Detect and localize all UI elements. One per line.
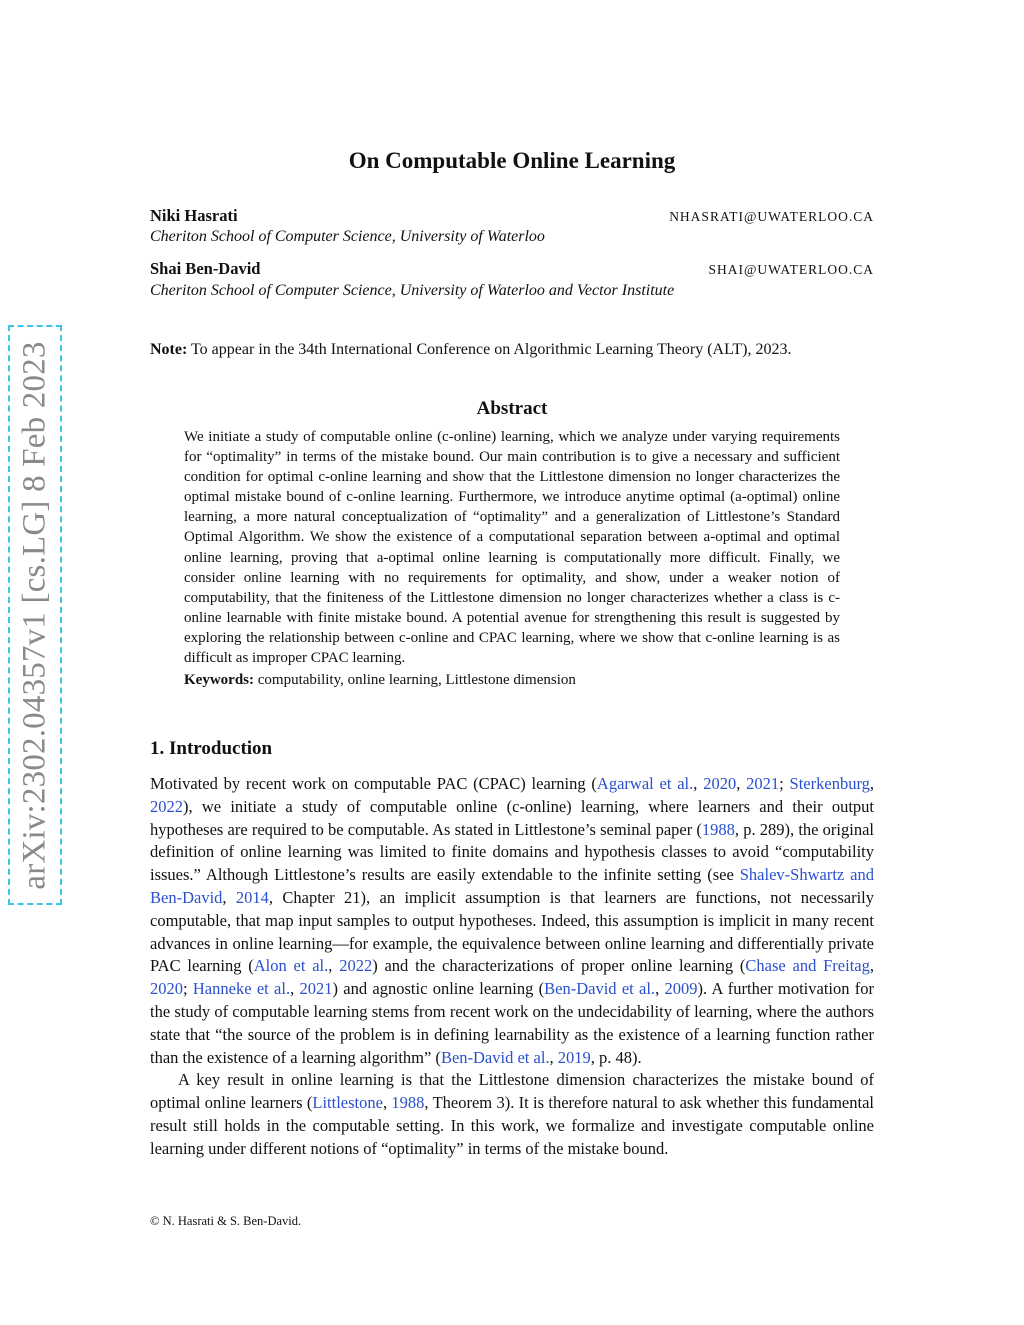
intro-paragraph — [150, 773, 874, 1069]
citation-link[interactable]: Shalev-Shwartz and Ben-David — [150, 865, 875, 907]
copyright-footer: © N. Hasrati & S. Ben-David. — [150, 1214, 302, 1228]
abstract-body — [184, 427, 840, 690]
note-label: Note: — [150, 341, 188, 358]
paragraph-text: , — [328, 956, 340, 976]
citation-link[interactable]: Chase and Freitag — [745, 956, 870, 976]
arxiv-side-stamp — [8, 325, 62, 905]
citation-link[interactable]: 2021 — [746, 774, 780, 793]
paragraph-text: ) and the characterizations of proper online learning ( — [372, 956, 746, 976]
citation-link[interactable]: 2020 — [703, 774, 737, 793]
introduction-body — [150, 773, 874, 1161]
citation-link[interactable]: 1988 — [391, 1093, 425, 1113]
intro-paragraph — [150, 1069, 874, 1160]
paragraph-text: , Chapter 21), an implicit assumption is that learners are functions, not necessarily computable, that map input samples to output hypotheses. Indeed, this assumption is implicit in many recent advances in online learning—for example, the equivalence between online learning and differentially private PAC learning ( — [150, 887, 875, 976]
arxiv-identifier: arXiv:2302.04357v1 [cs.LG] 8 Feb 2023 — [16, 340, 53, 890]
paragraph-text: Motivated by recent work on computable PAC (CPAC) learning ( — [150, 774, 597, 793]
citation-link[interactable]: Littlestone — [312, 1093, 383, 1113]
citation-link[interactable]: 2014 — [235, 887, 269, 907]
paragraph-text: A key result in online learning is that the Littlestone dimension characterizes the mistake bound of optimal online learners ( — [150, 1070, 874, 1113]
keywords-label: Keywords: — [184, 672, 254, 689]
citation-link[interactable]: Ben-David et al. — [440, 1047, 550, 1067]
paragraph-text: ) and agnostic online learning ( — [332, 979, 545, 999]
author-row-1 — [150, 206, 874, 226]
citation-link[interactable]: 2022 — [339, 956, 373, 976]
paragraph-text: , — [736, 774, 747, 793]
abstract-text: We initiate a study of computable online (c-online) learning, which we analyze under varying requirements for “optimality” in terms of the mistake bound. Our main contribution is to give a necessary and sufficient condition for optimal c-online learning and show that the Littlestone dimension no longer characterizes the optimal mistake bound of c-online learning. Furthermore, we introduce anytime optimal (a-optimal) online learning, a more natural conceptualization of “optimality” and a generalization of Littlestone’s Standard Optimal Algorithm. We show the existence of a computational separation between a-optimal and optimal online learning, proving that a-optimal online learning is computationally more difficult. Finally, we consider online learning with no requirements for optimality, and show, under a weaker notion of computability, that the finiteness of the Littlestone dimension no longer characterizes whether a class is c-online learnable with finite mistake bound. A potential avenue for strengthening this result is suggested by exploring the relationship between c-online and CPAC learning, where we show that c-online learning is as difficult as improper CPAC learning. — [184, 429, 840, 667]
paragraph-text: ). A further motivation for the study of computable learning stems from recent work on the undecidability of learning, where the authors state that “the source of the problem is in defining learnability as the existence of a learning function rather than the existence of a learning algorithm” ( — [150, 979, 875, 1067]
author-affiliation: Cheriton School of Computer Science, University of Waterloo — [150, 228, 545, 245]
paragraph-text: ; — [779, 774, 790, 793]
paragraph-text: , — [693, 774, 704, 793]
keywords — [184, 670, 840, 690]
keywords-list: computability, online learning, Littlestone dimension — [254, 672, 576, 689]
author-affiliation: Cheriton School of Computer Science, University of Waterloo and Vector Institute — [150, 282, 675, 299]
note-text: To appear in the 34th International Conference on Algorithmic Learning Theory (ALT), 2023. — [187, 341, 792, 358]
citation-link[interactable]: Agarwal et al. — [596, 774, 694, 793]
author-name: Niki Hasrati — [150, 206, 238, 225]
abstract-heading: Abstract — [476, 398, 548, 419]
paragraph-text: , — [222, 887, 236, 907]
paragraph-text: , — [382, 1093, 392, 1113]
paper-title: On Computable Online Learning — [348, 148, 676, 173]
citation-link[interactable]: Alon et al. — [253, 956, 329, 976]
citation-link[interactable]: 1988 — [701, 819, 735, 839]
citation-link[interactable]: Sterkenburg — [789, 774, 870, 793]
author-row-2 — [150, 259, 874, 279]
paragraph-text: , — [290, 979, 300, 999]
paragraph-text: , — [655, 979, 665, 999]
citation-link[interactable]: 2021 — [299, 979, 333, 999]
paragraph-text: , p. 289), the original definition of online learning was limited to finite domains and hypothesis classes to avoid “computability issues.” Although Littlestone’s results are easily extendable to the infinite setting (see — [150, 819, 874, 885]
publication-note — [150, 341, 792, 359]
author-email[interactable]: NHASRATI@UWATERLOO.CA — [669, 209, 874, 224]
paragraph-text: , — [869, 774, 875, 793]
citation-link[interactable]: 2022 — [150, 796, 183, 816]
citation-link[interactable]: Ben-David et al. — [544, 979, 656, 999]
paragraph-text: , Theorem 3). It is therefore natural to ask whether this fundamental result still holds in the computable setting. In this work, we formalize and investigate computable online learning under different notions of “optimality” in terms of the mistake bound. — [150, 1093, 875, 1158]
paragraph-text: , p. 48). — [590, 1047, 642, 1067]
citation-link[interactable]: 2009 — [664, 979, 698, 999]
paragraph-text: ; — [183, 979, 193, 999]
citation-link[interactable]: 2020 — [150, 979, 183, 999]
section-heading: 1. Introduction — [150, 738, 273, 759]
paragraph-text: ), we initiate a study of computable online (c-online) learning, where learners and their output hypotheses are required to be computable. As stated in Littlestone’s seminal paper ( — [150, 796, 874, 839]
citation-link[interactable]: Hanneke et al. — [192, 979, 291, 999]
author-name: Shai Ben-David — [150, 259, 261, 278]
author-email[interactable]: SHAI@UWATERLOO.CA — [708, 262, 874, 277]
paragraph-text: , — [549, 1047, 558, 1067]
citation-link[interactable]: 2019 — [557, 1047, 591, 1067]
paragraph-text: , — [869, 956, 874, 976]
